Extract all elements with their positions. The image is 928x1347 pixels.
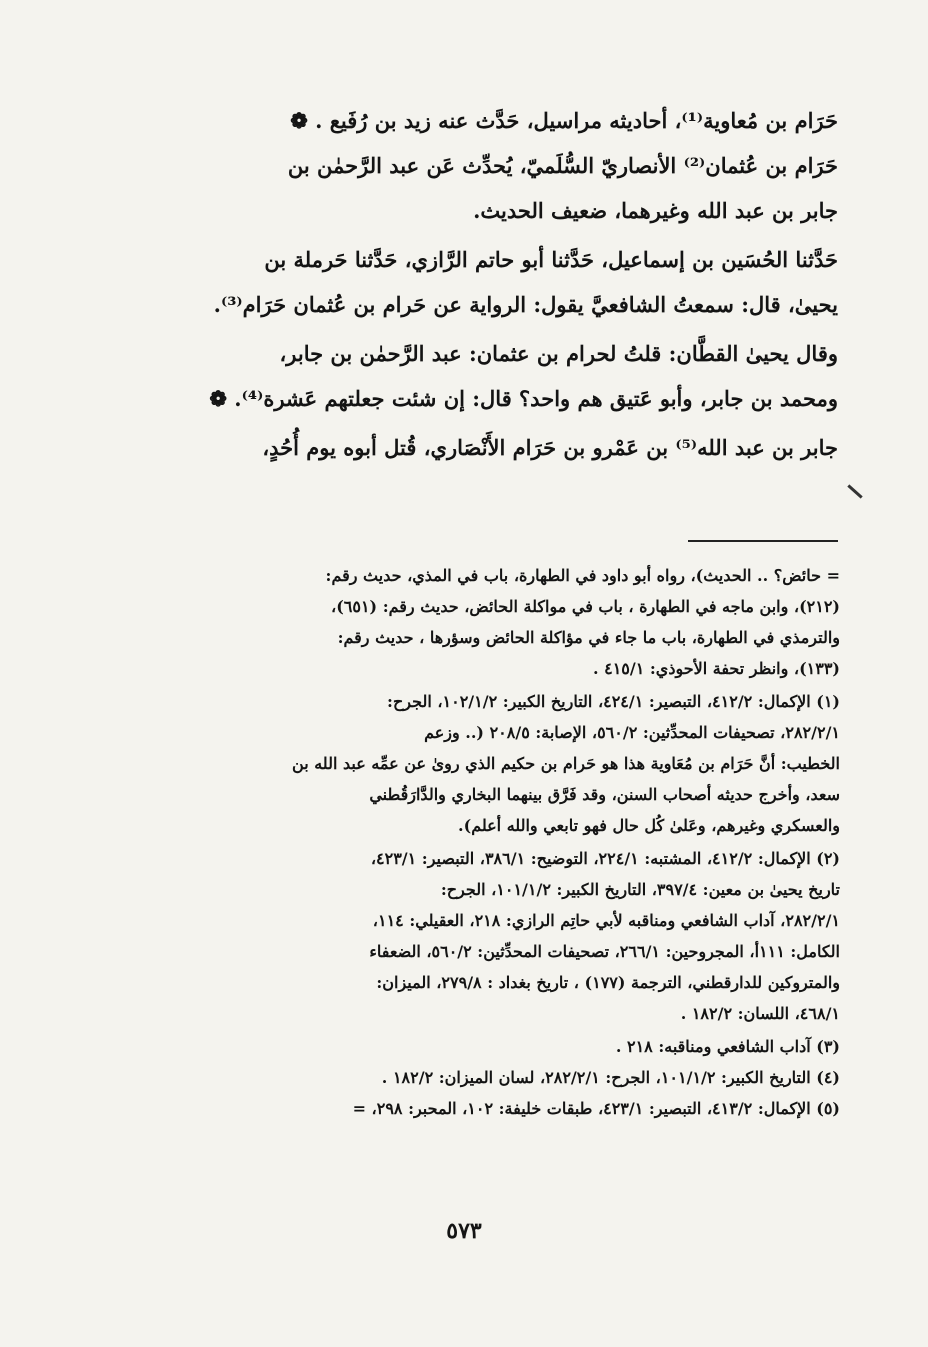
footnote-line: الخطيب: أنَّ حَرَام بن مُعَاوية هذا هو حَرام بن حكيم الذي روىٰ عن عمِّه عبد الله بن — [292, 754, 840, 773]
footnote-line: (٢) الإكمال: ٤١٢/٢، المشتبه: ٢٢٤/١، التوضيح: ٣٨٦/١، التبصير: ٤٢٣/١، — [370, 849, 840, 868]
footnote-line: تاريخ يحيىٰ بن معين: ٣٩٧/٤، التاريخ الكبير: ١٠١/١/٢، الجرح: — [440, 880, 840, 899]
footnote-separator — [688, 540, 838, 542]
main-line: جابر بن عبد الله وغيرهما، ضعيف الحديث. — [473, 198, 838, 223]
footnote-line: (٣) آداب الشافعي ومناقبه: ٢١٨ . — [615, 1037, 840, 1056]
footnote-line: = حائض؟ .. الحديث)، رواه أبو داود في الطهارة، باب في المذي، حديث رقم: — [325, 566, 840, 585]
footnote-line: الكامل: ١١١أ، المجروحين: ٢٦٦/١، تصحيفات المحدِّثين: ٥٦٠/٢، الضعفاء — [369, 942, 840, 961]
main-line: ومحمد بن جابر، وأبو عَتيق هم واحد؟ قال: إن شئت جعلتهم عَشرة⁽⁴⁾. ❁ — [209, 386, 838, 411]
footnote-line: (٢١٢)، وابن ماجه في الطهارة ، باب في مواكلة الحائض، حديث رقم: (٦٥١)، — [331, 597, 840, 616]
footnote-line: ٢٨٢/٢/١، آداب الشافعي ومناقبه لأبي حاتِم الرازي: ٢١٨، العقيلي: ١١٤، — [372, 911, 840, 930]
footnote-line: (١) الإكمال: ٤١٢/٢، التبصير: ٤٢٤/١، التاريخ الكبير: ١٠٢/١/٢، الجرح: — [387, 692, 840, 711]
scan-mark — [847, 484, 862, 498]
footnote-line: (٤) التاريخ الكبير: ١٠١/١/٢، الجرح: ٢٨٢/٢/١، لسان الميزان: ١٨٢/٢ . — [381, 1068, 840, 1087]
page-number: ٥٧٣ — [446, 1218, 482, 1244]
main-line: وقال يحيىٰ القطَّان: قلتُ لحرام بن عثمان: عبد الرَّحمٰن بن جابر، — [279, 341, 838, 366]
main-line: جابر بن عبد الله⁽⁵⁾ بن عَمْرو بن حَرَام الأَنْصَاري، قُتل أبوه يوم أُحُدٍ، — [262, 435, 838, 460]
main-line: حَرَام بن مُعاوية⁽¹⁾، أحاديثه مراسيل، حَدَّث عنه زيد بن رُفَيع . ❁ — [290, 108, 838, 133]
main-line: يحيىٰ، قال: سمعتُ الشافعيَّ يقول: الرواية عن حَرام بن عُثمان حَرَام⁽³⁾. — [213, 292, 838, 317]
footnote-line: ٤٦٨/١، اللسان: ١٨٢/٢ . — [680, 1004, 840, 1023]
main-line: حَرَام بن عُثمان⁽²⁾ الأنصاريّ السُّلَميّ، يُحدِّث عَن عبد الرَّحمٰن بن — [287, 153, 838, 178]
footnote-line: ٢٨٢/٢/١، تصحيفات المحدِّثين: ٥٦٠/٢، الإصابة: ٢٠٨/٥ (.. وزعم — [424, 723, 840, 742]
main-line: حَدَّثنا الحُسَين بن إسماعيل، حَدَّثنا أبو حاتم الرَّازي، حَدَّثنا حَرملة بن — [264, 247, 838, 272]
footnote-line: والمتروكين للدارقطني، الترجمة (١٧٧) ، تاريخ بغداد : ٢٧٩/٨، الميزان: — [376, 973, 840, 992]
footnote-line: والعسكري وغيرهم، وعَلىٰ كُل حال فهو تابعي والله أعلم). — [458, 816, 840, 835]
footnote-line: سعد، وأخرج حديثه أصحاب السنن، وقد فَرَّق بينهما البخاري والدَّارَقُطني — [369, 785, 840, 804]
main-text — [148, 98, 838, 470]
footnote-line: والترمذي في الطهارة، باب ما جاء في مؤاكلة الحائض وسؤرها ، حديث رقم: — [337, 628, 840, 647]
footnote-line: (٥) الإكمال: ٤١٣/٢، التبصير: ٤٢٣/١، طبقات خليفة: ١٠٢، المحبر: ٢٩٨، = — [352, 1099, 840, 1118]
footnote-line: (١٣٣)، وانظر تحفة الأحوذي: ٤١٥/١ . — [592, 659, 840, 678]
footnotes — [150, 560, 840, 1124]
